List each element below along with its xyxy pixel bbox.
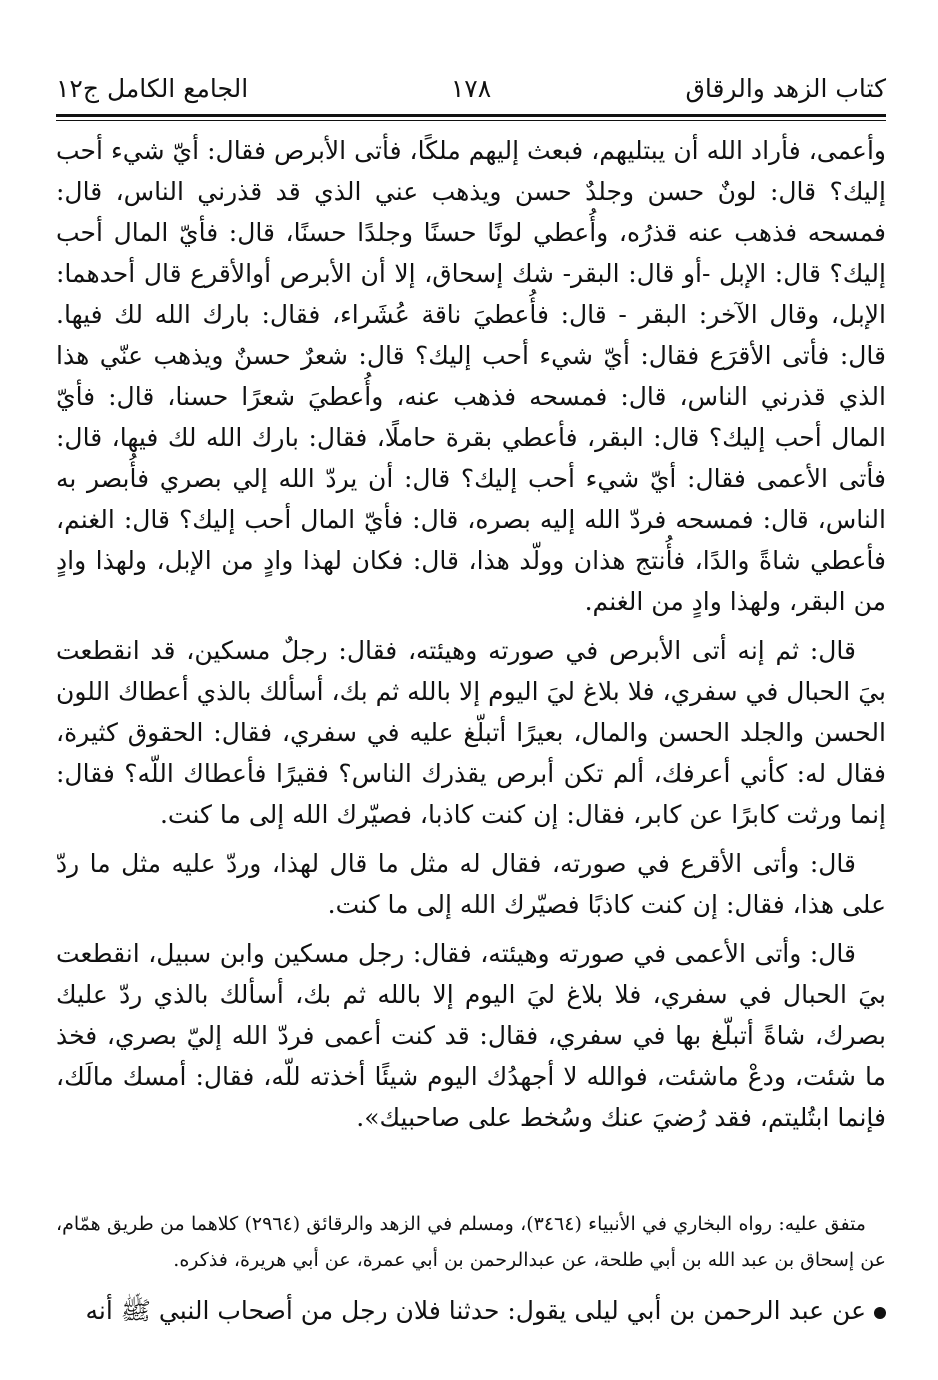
chapter-title: كتاب الزهد والرقاق bbox=[685, 73, 886, 103]
paragraph: قال: وأتى الأقرع في صورته، فقال له مثل ما قال لهذا، وردّ عليه مثل ما ردّ على هذا، فقال: إن كنت كاذبًا فصيّرك الله إلى ما كنت. bbox=[56, 849, 886, 919]
book-title: الجامع الكامل ج١٢ bbox=[56, 73, 249, 103]
header-rule-thin bbox=[56, 120, 886, 121]
paragraph: قال: وأتى الأعمى في صورته وهيئته، فقال: رجل مسكين وابن سبيل، انقطعت بيَ الحبال في سفري، فلا بلاغ ليَ اليوم إلا بالله ثم بك، أسألك بالذي ردّ عليك بصرك، شاةً أتبلّغ بها في سفري، فقال: قد كنت أعمى فردّ الله إليّ بصري، فخذ ما شئت، ودعْ ماشئت، فوالله لا أجهدُك اليوم شيئًا أخذته للّه، فقال: أمسك مالَك، فإنما ابتُليتم، فقد رُضيَ عنك وسُخط على صاحبيك». bbox=[56, 939, 886, 1132]
next-hadith bbox=[56, 1290, 886, 1331]
page-number: ١٧٨ bbox=[450, 73, 492, 103]
header-rule-thick bbox=[56, 114, 886, 117]
hadith-takhrij bbox=[56, 1206, 886, 1278]
main-text bbox=[56, 130, 886, 1146]
next-hadith-text: عن عبد الرحمن بن أبي ليلى يقول: حدثنا فلان رجل من أصحاب النبي ﷺ أنه bbox=[85, 1296, 866, 1325]
bullet-icon bbox=[874, 1307, 886, 1319]
paragraph: وأعمى، فأراد الله أن يبتليهم، فبعث إليهم ملكًا، فأتى الأبرص فقال: أيّ شيء أحب إليك؟ قال: لونٌ حسن وجلدٌ حسن ويذهب عني الذي قد قذرني الناس، قال: فمسحه فذهب عنه قذرُه، وأُعطي لونًا حسنًا وجلدًا حسنًا، قال: فأيّ المال أحب إليك؟ قال: الإبل -أو قال: البقر- شك إسحاق، إلا أن الأبرص أوالأقرع قال أحدهما: الإبل، وقال الآخر: البقر - قال: فأُعطيَ ناقة عُشَراء، فقال: بارك الله لك فيها. قال: فأتى الأقرَع فقال: أيّ شيء أحب إليك؟ قال: شعرٌ حسنٌ ويذهب عنّي هذا الذي قذرني الناس، قال: فمسحه فذهب عنه، وأُعطيَ شعرًا حسنا، قال: فأيّ المال أحب إليك؟ قال: البقر، فأعطي بقرة حاملًا، فقال: بارك الله لك فيها، قال: فأتى الأعمى فقال: أيّ شيء أحب إليك؟ قال: أن يردّ الله إلي بصري فأُبصر به الناس، قال: فمسحه فردّ الله إليه بصره، قال: فأيّ المال أحب إليك؟ قال: الغنم، فأعطي شاةً والدًا، فأُنتج هذان وولّد هذا، قال: فكان لهذا وادٍ من الإبل، ولهذا وادٍ من البقر، ولهذا وادٍ من الغنم. bbox=[56, 136, 886, 616]
footnote-text: متفق عليه: رواه البخاري في الأنبياء (٣٤٦٤)، ومسلم في الزهد والرقائق (٢٩٦٤) كلاهما من طريق همّام، عن إسحاق بن عبد الله بن أبي طلحة، عن عبدالرحمن بن أبي عمرة، عن أبي هريرة، فذكره. bbox=[56, 1213, 886, 1271]
paragraph: قال: ثم إنه أتى الأبرص في صورته وهيئته، فقال: رجلٌ مسكين، قد انقطعت بيَ الحبال في سفري، فلا بلاغ ليَ اليوم إلا بالله ثم بك، أسألك بالذي أعطاك اللون الحسن والجلد الحسن والمال، بعيرًا أتبلّغ عليه في سفري، فقال: الحقوق كثيرة، فقال له: كأني أعرفك، ألم تكن أبرص يقذرك الناس؟ فقيرًا فأعطاك اللّه؟ فقال: إنما ورثت كابرًا عن كابر، فقال: إن كنت كاذبا، فصيّرك الله إلى ما كنت. bbox=[55, 636, 886, 829]
page-header bbox=[56, 66, 886, 110]
